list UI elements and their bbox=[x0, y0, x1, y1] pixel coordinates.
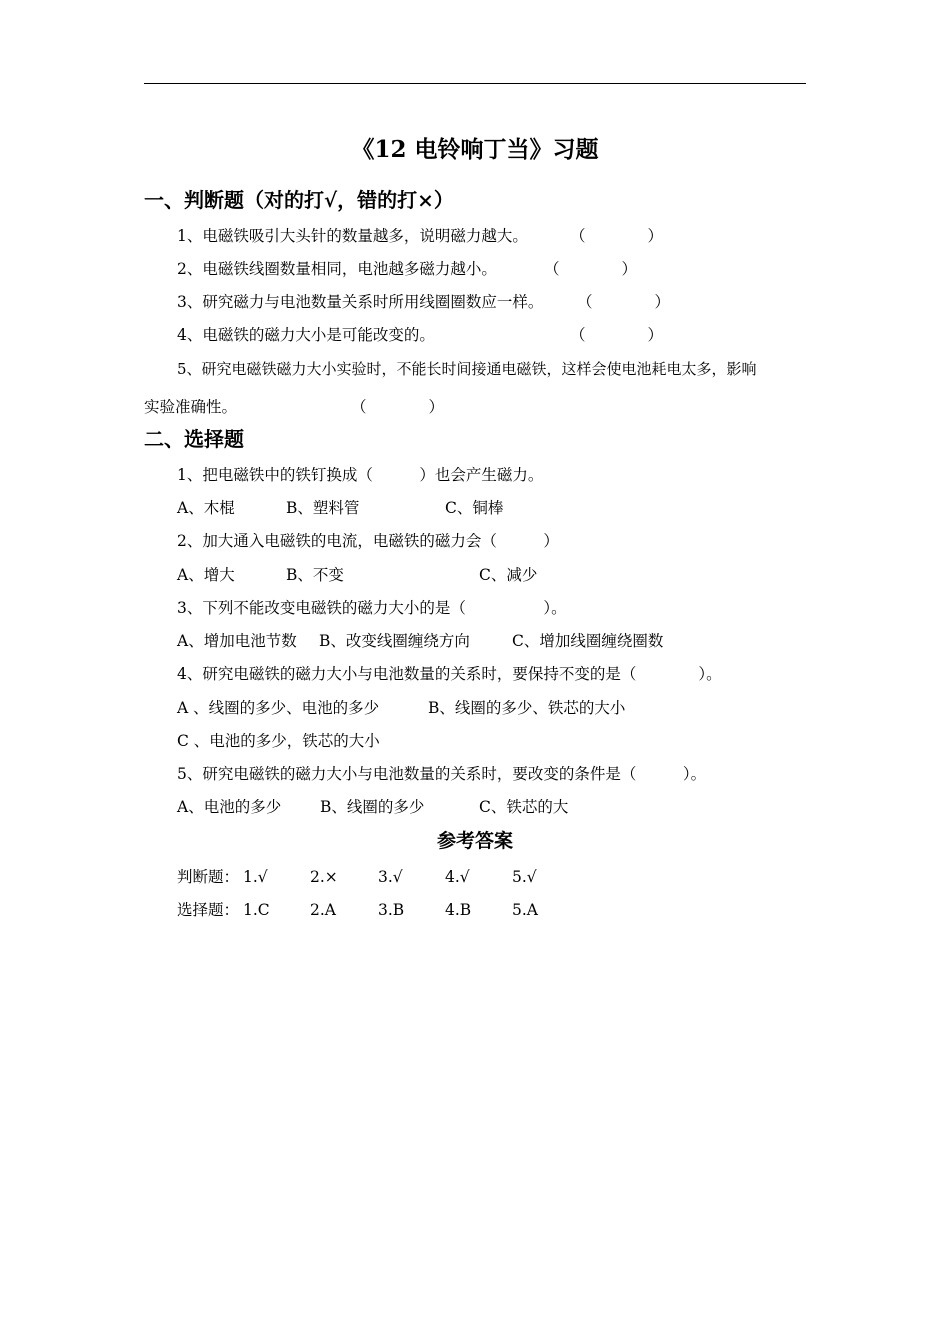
judge-blank-4: （ ） bbox=[570, 326, 664, 344]
page-title: 《12 电铃响丁当》习题 bbox=[351, 136, 599, 163]
choice-q5-option-b: B、线圈的多少 bbox=[320, 798, 425, 816]
judge-answer-2: 2.× bbox=[310, 868, 338, 886]
choice-answer-2: 2.A bbox=[310, 901, 336, 919]
judge-item-3: 3、研究磁力与电池数量关系时所用线圈圈数应一样。 bbox=[177, 293, 544, 311]
choice-answer-3: 3.B bbox=[378, 901, 405, 919]
choice-q1-option-b: B、塑料管 bbox=[286, 499, 360, 517]
choice-q5: 5、研究电磁铁的磁力大小与电池数量的关系时，要改变的条件是（ ）。 bbox=[177, 765, 707, 783]
choice-q4: 4、研究电磁铁的磁力大小与电池数量的关系时，要保持不变的是（ ）。 bbox=[177, 665, 722, 683]
choice-q3: 3、下列不能改变电磁铁的磁力大小的是（ ）。 bbox=[177, 599, 567, 617]
judge-answer-1: 1.√ bbox=[243, 868, 268, 886]
judge-blank-3: （ ） bbox=[577, 293, 671, 311]
judge-item-4: 4、电磁铁的磁力大小是可能改变的。 bbox=[177, 326, 435, 344]
choice-q5-option-c: C、铁芯的大 bbox=[479, 798, 569, 816]
choice-q1-option-c: C、铜棒 bbox=[445, 499, 504, 517]
choice-q3-option-b: B、改变线圈缠绕方向 bbox=[319, 632, 470, 650]
judge-answers-label: 判断题： bbox=[177, 868, 240, 886]
section-heading-judge: 一、判断题（对的打√，错的打×） bbox=[144, 188, 454, 212]
choice-q4-option-c: C 、电池的多少，铁芯的大小 bbox=[177, 732, 380, 750]
choice-answer-1: 1.C bbox=[243, 901, 270, 919]
answers-heading: 参考答案 bbox=[436, 830, 513, 852]
judge-item-5-cont: 实验准确性。 bbox=[144, 398, 238, 416]
choice-q5-option-a: A、电池的多少 bbox=[177, 798, 282, 816]
choice-q2-option-b: B、不变 bbox=[286, 566, 344, 584]
judge-blank-5: （ ） bbox=[351, 398, 445, 416]
choice-q3-option-a: A、增加电池节数 bbox=[177, 632, 297, 650]
choice-answers-label: 选择题： bbox=[177, 901, 240, 919]
judge-answer-4: 4.√ bbox=[445, 868, 470, 886]
choice-q2-option-a: A、增大 bbox=[177, 566, 235, 584]
choice-q4-option-a: A 、线圈的多少、电池的多少 bbox=[177, 699, 380, 717]
choice-answer-5: 5.A bbox=[512, 901, 538, 919]
choice-q3-option-c: C、增加线圈缠绕圈数 bbox=[512, 632, 664, 650]
judge-item-1: 1、电磁铁吸引大头针的数量越多，说明磁力越大。 bbox=[177, 227, 528, 245]
choice-q4-option-b: B、线圈的多少、铁芯的大小 bbox=[428, 699, 626, 717]
choice-q2-option-c: C、减少 bbox=[479, 566, 538, 584]
top-rule bbox=[144, 83, 806, 84]
judge-answer-3: 3.√ bbox=[378, 868, 403, 886]
choice-q1: 1、把电磁铁中的铁钉换成（ ）也会产生磁力。 bbox=[177, 466, 544, 484]
choice-answer-4: 4.B bbox=[445, 901, 472, 919]
choice-q1-option-a: A、木棍 bbox=[177, 499, 235, 517]
judge-item-2: 2、电磁铁线圈数量相同，电池越多磁力越小。 bbox=[177, 260, 497, 278]
judge-blank-1: （ ） bbox=[570, 227, 664, 245]
judge-answer-5: 5.√ bbox=[512, 868, 537, 886]
choice-q2: 2、加大通入电磁铁的电流，电磁铁的磁力会（ ） bbox=[177, 532, 559, 550]
section-heading-choice: 二、选择题 bbox=[144, 427, 244, 451]
judge-blank-2: （ ） bbox=[544, 260, 638, 278]
judge-item-5: 5、研究电磁铁磁力大小实验时，不能长时间接通电磁铁，这样会使电池耗电太多，影响 bbox=[177, 360, 757, 378]
